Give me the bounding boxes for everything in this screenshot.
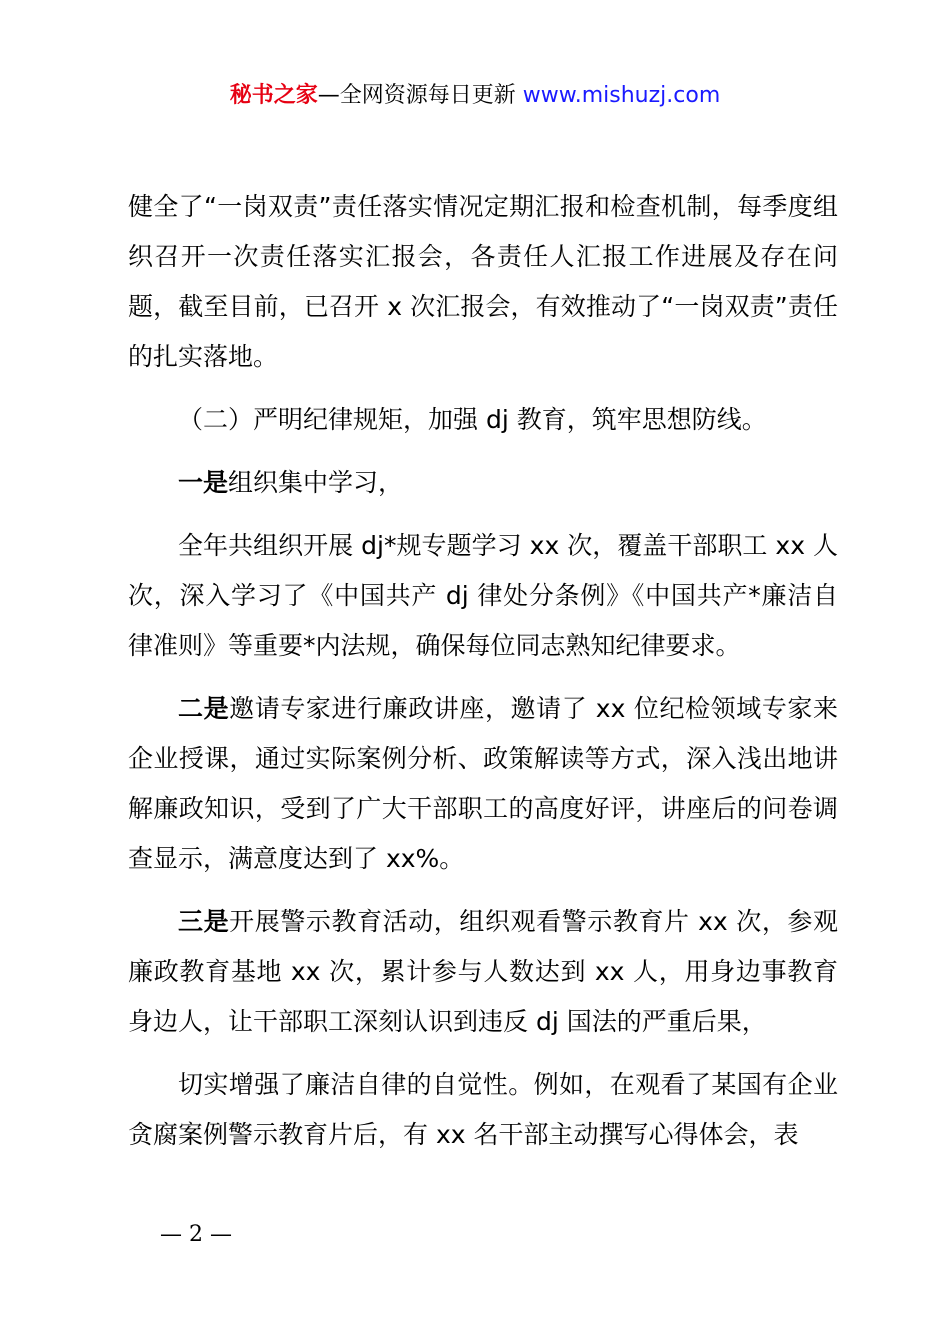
item-lead-first: 一是 (178, 468, 229, 497)
item-text-second: 邀请专家进行廉政讲座，邀请了 xx 位纪检领域专家来企业授课，通过实际案例分析、政策解读等方式，深入浅出地讲解廉政知识，受到了广大干部职工的高度好评，讲座后的问卷调查显示，满意度达到了 xx%。 (128, 694, 838, 873)
page-number: — 2 — (160, 1222, 232, 1247)
paragraph-study-details: 全年共组织开展 dj*规专题学习 xx 次，覆盖干部职工 xx 人次，深入学习了《中国共产 dj 律处分条例》《中国共产*廉洁自律准则》等重要*内法规，确保每位同志熟知纪律要求。 (128, 531, 838, 660)
item-text-first: 组织集中学习， (228, 468, 404, 497)
paragraph-third-item (128, 897, 838, 1047)
site-brand-name: 秘书之家 (229, 83, 318, 108)
paragraph-second-item (128, 684, 838, 884)
section-heading-discipline: （二）严明纪律规矩，加强 dj 教育，筑牢思想防线。 (178, 405, 767, 434)
document-body (128, 182, 838, 1173)
item-lead-second: 二是 (178, 694, 230, 723)
paragraph-responsibility-mechanism: 健全了“一岗双责”责任落实情况定期汇报和检查机制，每季度组织召开一次责任落实汇报会，各责任人汇报工作进展及存在问题，截至目前，已召开 x 次汇报会，有效推动了“一岗双责”责任的扎实落地。 (128, 192, 838, 371)
paragraph-warning-education-result: 切实增强了廉洁自律的自觉性。例如，在观看了某国有企业贪腐案例警示教育片后，有 xx 名干部主动撰写心得体会，表 (128, 1070, 838, 1149)
item-lead-third: 三是 (178, 907, 230, 936)
site-banner (0, 80, 950, 112)
site-tagline: —全网资源每日更新 (317, 83, 516, 108)
site-url-link[interactable]: www.mishuzj.com (522, 83, 721, 108)
item-text-third: 开展警示教育活动，组织观看警示教育片 xx 次，参观廉政教育基地 xx 次，累计参与人数达到 xx 人，用身边事教育身边人，让干部职工深刻认识到违反 dj 国法的严重后果， (128, 907, 838, 1036)
paragraph-first-item (128, 458, 838, 508)
